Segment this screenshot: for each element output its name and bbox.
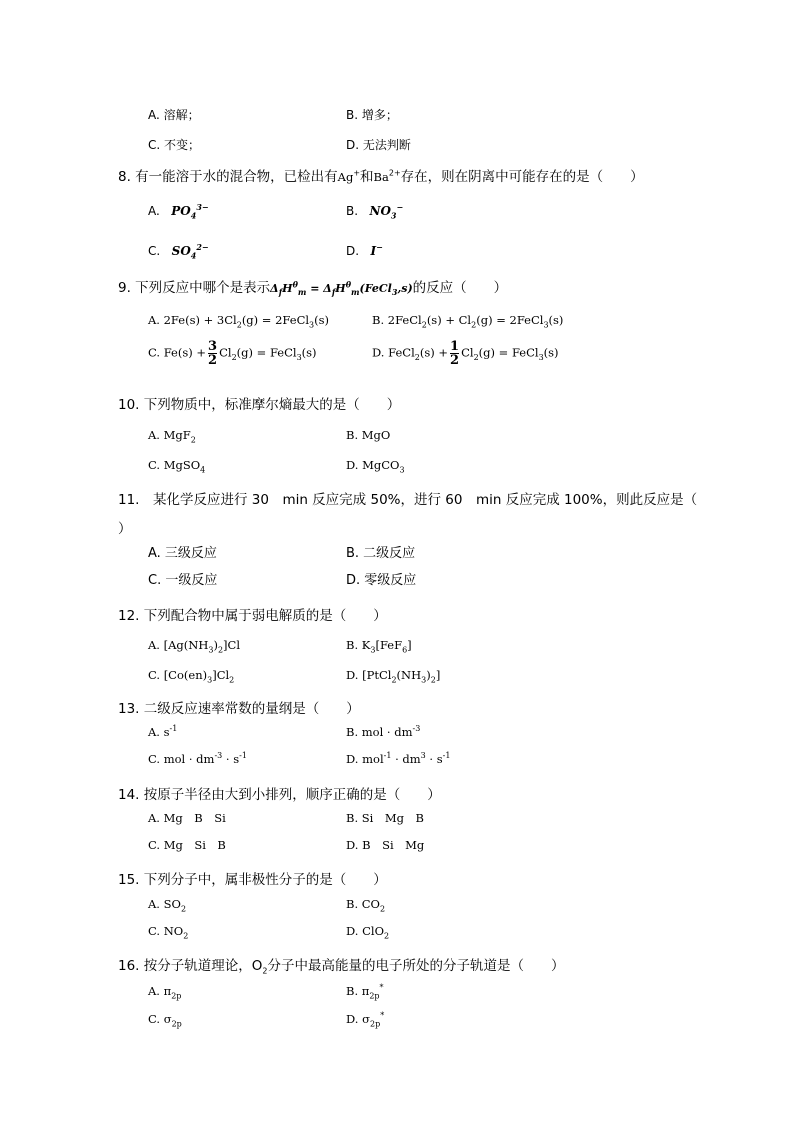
q13-option-b: B. mol · $dm^{-3}$ [346,724,421,739]
q8-option-d: D. I− [346,242,383,258]
q9-stem: 9. 下列反应中哪个是表示$\Delta_fH^\theta_m$ = $\Delta_fH^\theta_m(FeCl_3,s)$的反应（ ） [118,279,508,298]
q15-option-b: B. $CO_2$ [346,897,386,914]
q12-option-c: C. $[Co(en)_3]Cl_2$ [148,668,235,685]
q16-option-b: B. $\pi_{2p}^*$ [346,983,384,1001]
q11-option-b: B. 二级反应 [346,546,416,561]
q7-option-d: D. 无法判断 [346,138,411,152]
q15-option-a: A. $SO_2$ [148,897,187,914]
q12-stem: 12. 下列配合物中属于弱电解质的是（ ） [118,608,387,624]
q9-option-a: A. $2Fe(s) + 3Cl_2(g)$ = 2FeCl$_3$(s) [148,313,330,330]
q10-option-d: D. MgCO$_3$ [346,458,405,475]
q12-option-b: B. $K_3[FeF_6]$ [346,638,412,655]
q14-option-b: B. Si Mg B [346,811,424,825]
q16-option-a: A. $\pi_{2p}$ [148,984,182,1001]
q14-option-c: C. Mg Si B [148,838,226,852]
q10-stem: 10. 下列物质中，标准摩尔熵最大的是（ ） [118,397,401,413]
q16-option-c: C. $\sigma_{2p}$ [148,1012,182,1029]
q10-option-b: B. MgO [346,428,391,442]
fraction-3-2: $\frac{3}{2}$ [208,339,218,368]
q11-option-d: D. 零级反应 [346,573,417,588]
q9-option-b: B. 2FeCl$_2$(s) + $Cl_2(g)$ = 2FeCl$_3$(s) [372,313,564,330]
q13-stem: 13. 二级反应速率常数的量纲是（ ） [118,701,360,717]
q8-option-b: B. $NO_3^-$ [346,202,404,221]
q13-option-a: A. $s^{-1}$ [148,724,178,739]
q11-stem-cont: ） [118,521,132,537]
q10-option-a: A. MgF$_2$ [148,428,196,445]
q8-stem: 8. 有一能溶于水的混合物，已检出有Ag+和$Ba^{2+}$存在，则在阴离中可能存在的是（ ） [118,168,644,185]
q16-stem: 16. 按分子轨道理论，$O_2$分子中最高能量的电子所处的分子轨道是（ ） [118,958,565,976]
q9-option-c: C. Fe(s) + $\frac{3}{2}$ $Cl_2(g)$ = FeCl$_3$(s) [148,339,317,368]
q14-stem: 14. 按原子半径由大到小排列，顺序正确的是（ ） [118,787,441,803]
q11-option-a: A. 三级反应 [148,546,217,561]
q15-option-d: D. ClO$_2$ [346,924,390,941]
q7-option-b: B. 增多； [346,108,398,122]
q16-option-d: D. $\sigma_{2p}^*$ [346,1011,385,1029]
fraction-1-2: $\frac{1}{2}$ [450,339,460,368]
q7-option-c: C. 不变； [148,138,201,152]
q9-option-d: D. FeCl$_2$(s) + $\frac{1}{2}$ $Cl_2(g)$ = FeCl$_3$(s) [372,339,559,368]
q11-option-c: C. 一级反应 [148,573,218,588]
q9-equation: $\Delta_fH^\theta_m$ = $\Delta_fH^\theta_m(FeCl_3,s)$ [270,279,413,298]
q14-option-a: A. Mg B Si [148,811,226,825]
q8-option-c: C. $SO_4^{2-}$ [148,242,209,261]
q10-option-c: C. MgSO$_4$ [148,458,206,475]
q15-option-c: C. $NO_2$ [148,924,189,941]
q13-option-d: D. $mol^{-1} \cdot dm^3 \cdot s^{-1}$ [346,751,451,766]
q12-option-a: A. $[Ag(NH_3)_2]Cl$ [148,638,241,655]
q15-stem: 15. 下列分子中，属非极性分子的是（ ） [118,872,387,888]
q7-option-a: A. 溶解； [148,108,200,122]
q13-option-c: C. mol · $dm^{-3} \cdot s^{-1}$ [148,751,247,766]
q14-option-d: D. B Si Mg [346,838,425,852]
q12-option-d: D. $[PtCl_2(NH_3)_2]$ [346,668,441,685]
q11-stem: 11. 某化学反应进行 30 min 反应完成 50%，进行 60 min 反应完成 100%，则此反应是（ [118,492,698,508]
q8-option-a: A. $PO_4^{3-}$ [148,202,209,221]
